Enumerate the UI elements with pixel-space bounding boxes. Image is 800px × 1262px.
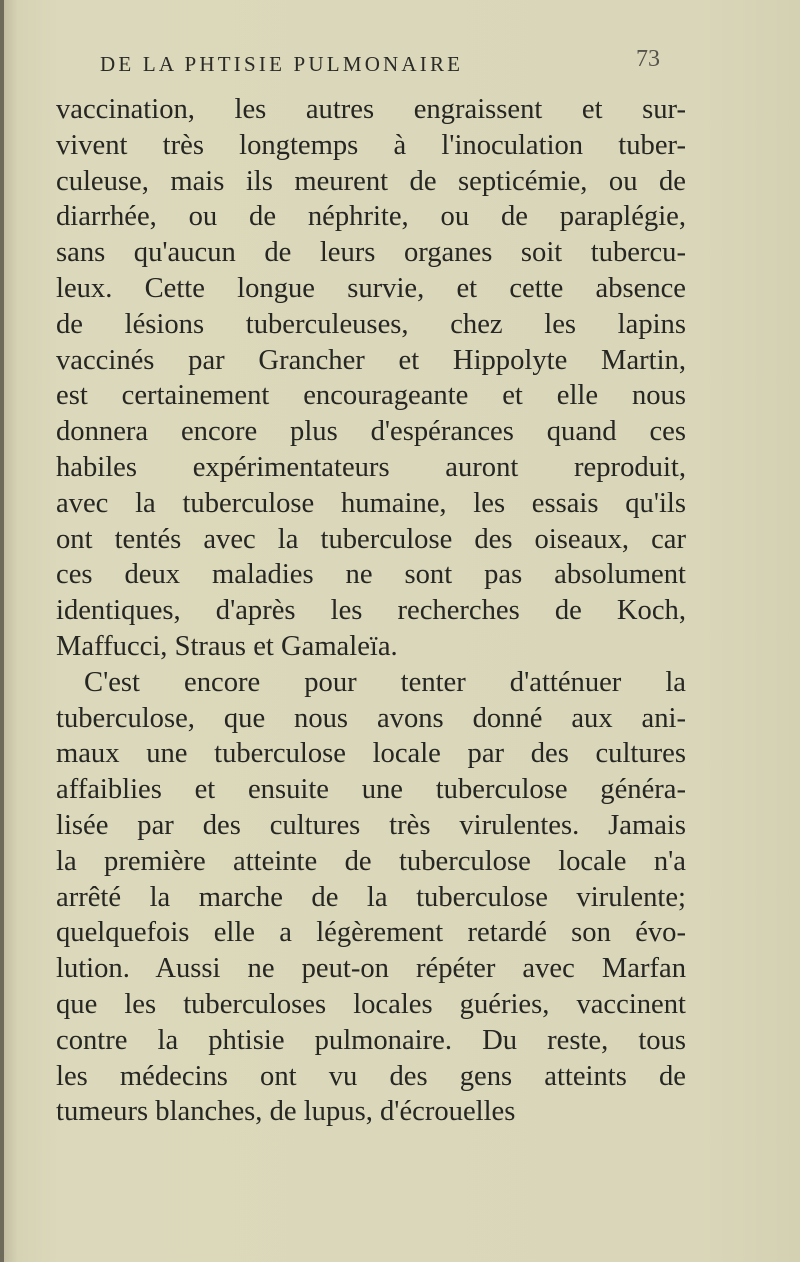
text-line: culeuse, mais ils meurent de septicémie, ou de bbox=[56, 165, 686, 197]
text-line: affaiblies et ensuite une tuberculose généra- bbox=[56, 774, 686, 806]
text-line: lution. Aussi ne peut-on répéter avec Marfan bbox=[56, 953, 686, 985]
page-number: 73 bbox=[636, 46, 660, 72]
text-line: la première atteinte de tuberculose locale n'a bbox=[56, 845, 686, 877]
text-line: identiques, d'après les recherches de Koch, bbox=[56, 595, 686, 627]
text-line: lisée par des cultures très virulentes. Jamais bbox=[56, 809, 686, 841]
text-line: avec la tuberculose humaine, les essais qu'ils bbox=[56, 487, 686, 519]
page-header bbox=[0, 46, 800, 92]
text-line: quelquefois elle a légèrement retardé son évo- bbox=[56, 917, 686, 949]
text-line: vaccinés par Grancher et Hippolyte Martin, bbox=[56, 344, 686, 376]
text-line: contre la phtisie pulmonaire. Du reste, tous bbox=[56, 1024, 686, 1056]
text-line: arrêté la marche de la tuberculose virulente; bbox=[56, 881, 686, 913]
running-title: DE LA PHTISIE PULMONAIRE bbox=[100, 52, 464, 76]
text-line: ont tentés avec la tuberculose des oiseaux, car bbox=[56, 523, 686, 555]
text-line: est certainement encourageante et elle nous bbox=[56, 380, 686, 412]
text-line: vivent très longtemps à l'inoculation tuber- bbox=[56, 129, 686, 161]
text-line: leux. Cette longue survie, et cette absence bbox=[56, 272, 686, 304]
text-line: de lésions tuberculeuses, chez les lapins bbox=[56, 308, 686, 340]
text-line: diarrhée, ou de néphrite, ou de paraplégie, bbox=[56, 201, 686, 233]
text-line: vaccination, les autres engraissent et sur- bbox=[56, 94, 686, 125]
text-line: tumeurs blanches, de lupus, d'écrouelles bbox=[56, 1096, 516, 1128]
text-line: maux une tuberculose locale par des cultures bbox=[56, 738, 686, 770]
text-line: Maffucci, Straus et Gamaleïa. bbox=[56, 630, 398, 662]
text-line: ces deux maladies ne sont pas absolument bbox=[56, 559, 686, 591]
text-line: C'est encore pour tenter d'atténuer la bbox=[84, 666, 686, 698]
text-line: sans qu'aucun de leurs organes soit tubercu- bbox=[56, 237, 686, 269]
text-line: que les tuberculoses locales guéries, vaccinent bbox=[56, 988, 686, 1020]
page-edge-shadow bbox=[0, 0, 4, 1262]
text-line: habiles expérimentateurs auront reproduit, bbox=[56, 451, 686, 483]
body-text bbox=[56, 92, 686, 1130]
text-line: tuberculose, que nous avons donné aux ani- bbox=[56, 702, 686, 734]
text-line: donnera encore plus d'espérances quand ces bbox=[56, 416, 686, 448]
text-line: les médecins ont vu des gens atteints de bbox=[56, 1060, 686, 1092]
